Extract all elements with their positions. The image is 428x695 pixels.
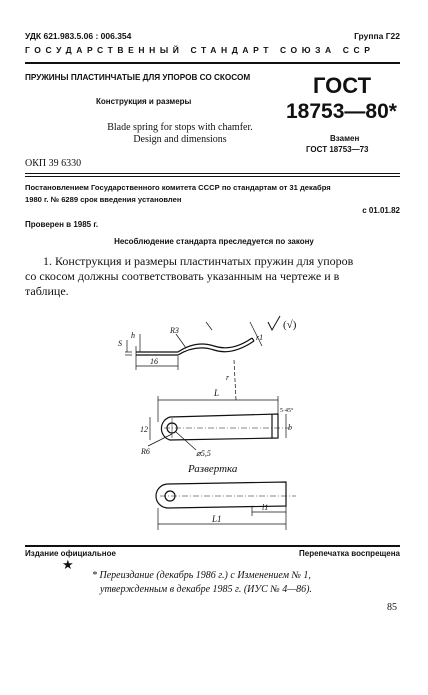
page-number: 85	[387, 602, 397, 613]
okp-code: ОКП 39 6330	[25, 158, 82, 169]
dim-r-label: r	[226, 373, 230, 382]
standard-title: ПРУЖИНЫ ПЛАСТИНЧАТЫЕ ДЛЯ УПОРОВ СО СКОСОМ	[25, 73, 251, 82]
dim-b-label: b	[288, 423, 292, 432]
gost-label: ГОСТ	[313, 73, 372, 98]
top-rule	[25, 62, 400, 64]
dim-L-label: L	[214, 388, 220, 398]
spring-top-view	[148, 396, 290, 450]
paragraph-1	[25, 254, 353, 299]
reissue-note-line-1: * Переиздание (декабрь 1986 г.) с Изменением № 1,	[92, 570, 311, 581]
english-title-line-1: Blade spring for stops with chamfer.	[107, 122, 253, 133]
reprint-forbidden: Перепечатка воспрещена	[299, 549, 400, 558]
razvertka-label: Развертка	[188, 463, 238, 475]
reissue-note-line-2: утвержденным в декабре 1985 г. (ИУС № 4—86).	[100, 584, 312, 595]
gost-number: 18753—80*	[286, 100, 397, 123]
udk-code: УДК 621.983.5.06 : 006.354	[25, 31, 132, 41]
roughness-symbol	[268, 316, 297, 331]
standard-subtitle: Конструкция и размеры	[96, 97, 192, 106]
reissue-note	[92, 569, 312, 597]
dim-s-label: S	[118, 339, 122, 348]
spring-side-view	[125, 322, 262, 400]
paragraph-1-line-3: таблице.	[25, 284, 69, 298]
dim-r6-label: R6	[141, 447, 150, 456]
dim-16-label: 16	[150, 357, 158, 366]
group-code: Группа Г22	[354, 31, 400, 41]
decree-line-1: Постановлением Государственного комитета СССР по стандартам от 31 декабря	[25, 183, 331, 192]
spring-unfolded-view	[156, 482, 296, 530]
dim-l1-label: l1	[262, 503, 269, 512]
dim-phi-label: ⌀5,5	[196, 449, 211, 458]
state-standard-heading: ГОСУДАРСТВЕННЫЙ СТАНДАРТ СОЮЗА ССР	[25, 45, 375, 55]
footer-rule	[25, 545, 400, 547]
title-rule-1	[25, 173, 400, 174]
spring-drawing	[0, 310, 428, 550]
dim-12-label: 12	[140, 425, 148, 434]
checked-year: Проверен в 1985 г.	[25, 220, 99, 229]
dim-r1-label: r1	[256, 333, 264, 342]
english-title-line-2: Design and dimensions	[133, 134, 227, 145]
legal-warning: Несоблюдение стандарта преследуется по закону	[114, 237, 314, 246]
english-title	[75, 122, 285, 146]
paragraph-1-line-2: со скосом должны соответствовать указанным на чертеже и в	[25, 269, 340, 283]
official-edition: Издание официальное	[25, 549, 116, 558]
dim-r3-label: R3	[170, 326, 179, 335]
roughness-label: (√)	[283, 319, 297, 331]
decree-line-2: 1980 г. № 6289 срок введения установлен	[25, 195, 182, 204]
dim-h-label: h	[131, 331, 135, 340]
replaces-label: Взамен	[330, 134, 360, 143]
paragraph-1-line-1: 1. Конструкция и размеры пластинчатых пружин для упоров	[43, 254, 354, 268]
dim-L1-label: L1	[212, 514, 222, 524]
effective-date: с 01.01.82	[362, 206, 400, 215]
title-rule-2	[25, 176, 400, 177]
chamfer-label: 5·45°	[280, 408, 294, 414]
replaces-value: ГОСТ 18753—73	[306, 145, 369, 154]
star-mark: ★	[62, 557, 74, 572]
